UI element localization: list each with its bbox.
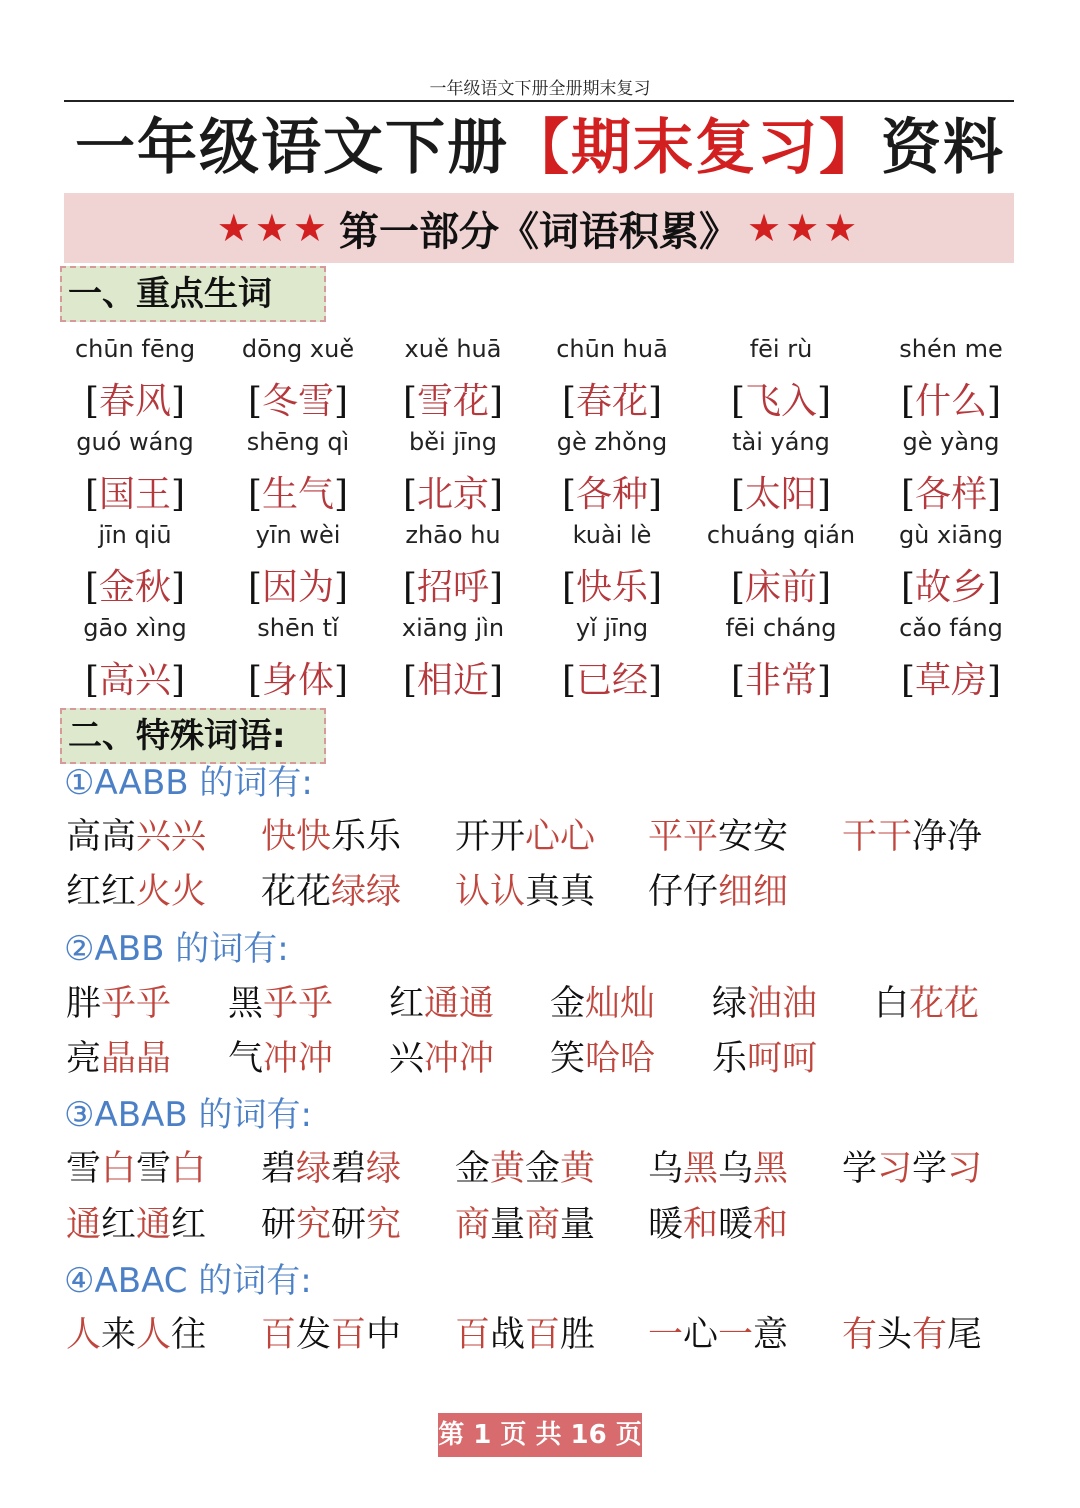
section-heading-key-words: 一、重点生词 xyxy=(60,266,326,322)
vocab-item xyxy=(527,520,697,614)
vocab-item xyxy=(866,427,1036,521)
word-segment: 往 xyxy=(171,1315,207,1355)
vocab-pinyin: chūn fēng xyxy=(74,335,196,363)
word-segment: 和 xyxy=(753,1205,789,1245)
word-segment: 认认 xyxy=(455,872,526,912)
word-item xyxy=(455,1146,595,1192)
word-item xyxy=(648,814,788,860)
word-segment: 学 xyxy=(912,1149,948,1189)
word-segment: 心 xyxy=(683,1315,719,1355)
word-segment: 快快 xyxy=(261,817,332,857)
word-segment: 碧 xyxy=(331,1149,367,1189)
word-item xyxy=(648,869,788,915)
word-item xyxy=(842,1146,982,1192)
word-item xyxy=(842,814,982,860)
vocab-hanzi: [故乡] xyxy=(900,567,1002,608)
vocab-item xyxy=(50,334,220,428)
vocab-word: 各样 xyxy=(914,474,987,515)
word-segment: 干干 xyxy=(842,817,913,857)
vocab-pinyin: chuáng qián xyxy=(706,521,856,549)
vocab-word: 相近 xyxy=(416,660,489,701)
word-item xyxy=(228,1036,333,1082)
vocab-hanzi: [招呼] xyxy=(402,567,504,608)
vocab-word: 草房 xyxy=(914,660,987,701)
part-banner xyxy=(64,193,1014,263)
vocab-hanzi: [因为] xyxy=(247,567,349,608)
word-item xyxy=(455,814,595,860)
word-segment: 乎乎 xyxy=(101,984,172,1024)
word-segment: 习 xyxy=(947,1149,983,1189)
word-item xyxy=(66,1312,206,1358)
word-segment: 一 xyxy=(718,1315,754,1355)
word-segment: 兴 xyxy=(389,1039,425,1079)
word-item xyxy=(712,981,817,1027)
word-segment: 碧 xyxy=(261,1149,297,1189)
vocab-pinyin: gè yàng xyxy=(902,428,1000,456)
vocab-hanzi: [高兴] xyxy=(84,660,186,701)
word-item xyxy=(261,869,401,915)
word-segment: 绿 xyxy=(712,984,748,1024)
vocab-word: 雪花 xyxy=(416,381,489,422)
vocab-word: 金秋 xyxy=(98,567,171,608)
word-item xyxy=(455,1312,595,1358)
vocab-item xyxy=(50,520,220,614)
word-item xyxy=(66,981,171,1027)
vocab-item xyxy=(368,520,538,614)
vocab-pinyin: gù xiāng xyxy=(898,521,1004,549)
vocab-item xyxy=(213,520,383,614)
vocab-hanzi: [身体] xyxy=(247,660,349,701)
vocab-word: 什么 xyxy=(914,381,987,422)
vocab-item xyxy=(866,613,1036,707)
word-item xyxy=(842,1312,982,1358)
vocab-item xyxy=(696,613,866,707)
part-label: 第一部分《词语积累》 xyxy=(339,208,739,255)
word-segment: 有 xyxy=(842,1315,878,1355)
word-segment: 究 xyxy=(366,1205,402,1245)
vocab-word: 冬雪 xyxy=(261,381,334,422)
word-segment: 量 xyxy=(490,1205,526,1245)
word-item xyxy=(648,1312,788,1358)
word-segment: 哈哈 xyxy=(585,1039,656,1079)
vocab-pinyin: shēn tǐ xyxy=(257,614,339,642)
word-segment: 火火 xyxy=(136,872,207,912)
vocab-pinyin: dōng xuě xyxy=(241,335,355,363)
vocab-hanzi: [春花] xyxy=(561,381,663,422)
vocab-pinyin: chūn huā xyxy=(556,335,668,363)
word-group-title: ②ABB 的词有: xyxy=(64,929,289,969)
word-segment: 晶晶 xyxy=(101,1039,172,1079)
vocab-item xyxy=(696,427,866,521)
stars-left: ★★★ xyxy=(216,206,331,250)
vocab-item xyxy=(696,520,866,614)
vocab-word: 已经 xyxy=(575,660,648,701)
word-segment: 胖 xyxy=(66,984,102,1024)
word-item xyxy=(455,869,595,915)
vocab-item xyxy=(50,613,220,707)
word-segment: 绿绿 xyxy=(331,872,402,912)
vocab-pinyin: jīn qiū xyxy=(98,521,172,549)
vocab-word: 高兴 xyxy=(98,660,171,701)
vocab-hanzi: [雪花] xyxy=(402,381,504,422)
vocab-pinyin: shēng qì xyxy=(246,428,350,456)
vocab-hanzi: [各种] xyxy=(561,474,663,515)
vocab-pinyin: cǎo fáng xyxy=(899,614,1003,642)
word-segment: 暖 xyxy=(648,1205,684,1245)
word-segment: 白 xyxy=(171,1149,207,1189)
word-segment: 百 xyxy=(331,1315,367,1355)
vocab-hanzi: [草房] xyxy=(900,660,1002,701)
vocab-item xyxy=(866,334,1036,428)
word-segment: 百 xyxy=(455,1315,491,1355)
word-segment: 冲冲 xyxy=(263,1039,334,1079)
document-title xyxy=(0,110,1080,186)
stars-right: ★★★ xyxy=(747,206,862,250)
word-item xyxy=(66,869,206,915)
vocab-word: 飞入 xyxy=(744,381,817,422)
vocab-item xyxy=(213,334,383,428)
vocab-hanzi: [春风] xyxy=(84,381,186,422)
word-segment: 究 xyxy=(296,1205,332,1245)
vocab-pinyin: gè zhǒng xyxy=(556,428,668,456)
vocab-pinyin: yǐ jīng xyxy=(575,614,649,642)
vocab-hanzi: [非常] xyxy=(730,660,832,701)
word-item xyxy=(66,1146,206,1192)
word-segment: 黑 xyxy=(228,984,264,1024)
vocab-item xyxy=(50,427,220,521)
word-segment: 雪 xyxy=(66,1149,102,1189)
word-segment: 仔仔 xyxy=(648,872,719,912)
vocab-item xyxy=(368,334,538,428)
vocab-hanzi: [北京] xyxy=(402,474,504,515)
word-segment: 黑 xyxy=(683,1149,719,1189)
vocab-pinyin: xuě huā xyxy=(404,335,502,363)
word-item xyxy=(712,1036,817,1082)
word-segment: 高高 xyxy=(66,817,137,857)
vocab-hanzi: [快乐] xyxy=(561,567,663,608)
word-segment: 安安 xyxy=(718,817,789,857)
word-segment: 乐 xyxy=(712,1039,748,1079)
word-segment: 红 xyxy=(171,1205,207,1245)
word-segment: 红 xyxy=(101,1205,137,1245)
word-item xyxy=(648,1146,788,1192)
vocab-word: 春风 xyxy=(98,381,171,422)
vocab-hanzi: [国王] xyxy=(84,474,186,515)
word-segment: 兴兴 xyxy=(136,817,207,857)
word-item xyxy=(66,1036,171,1082)
word-segment: 胜 xyxy=(560,1315,596,1355)
word-group-title: ④ABAC 的词有: xyxy=(64,1261,312,1301)
vocab-item xyxy=(696,334,866,428)
title-part-3: 资料 xyxy=(881,113,1005,183)
word-segment: 红 xyxy=(389,984,425,1024)
word-segment: 油油 xyxy=(747,984,818,1024)
vocab-item xyxy=(527,613,697,707)
word-segment: 乌 xyxy=(718,1149,754,1189)
vocab-word: 床前 xyxy=(744,567,817,608)
vocab-hanzi: [生气] xyxy=(247,474,349,515)
vocab-word: 故乡 xyxy=(914,567,987,608)
word-segment: 通 xyxy=(136,1205,172,1245)
vocab-pinyin: zhāo hu xyxy=(405,521,501,549)
word-group-title: ①AABB 的词有: xyxy=(64,763,313,803)
section-heading-special-words: 二、特殊词语: xyxy=(60,708,326,764)
word-segment: 气 xyxy=(228,1039,264,1079)
word-item xyxy=(389,981,494,1027)
word-segment: 黄 xyxy=(560,1149,596,1189)
vocab-word: 太阳 xyxy=(744,474,817,515)
vocab-pinyin: běi jīng xyxy=(408,428,498,456)
word-segment: 百 xyxy=(261,1315,297,1355)
vocab-word: 招呼 xyxy=(416,567,489,608)
vocab-word: 非常 xyxy=(744,660,817,701)
vocab-pinyin: shén me xyxy=(899,335,1003,363)
word-segment: 有 xyxy=(912,1315,948,1355)
word-item xyxy=(874,981,979,1027)
word-segment: 真真 xyxy=(525,872,596,912)
word-segment: 净净 xyxy=(912,817,983,857)
word-segment: 笑 xyxy=(550,1039,586,1079)
vocab-hanzi: [冬雪] xyxy=(247,381,349,422)
word-segment: 雪 xyxy=(136,1149,172,1189)
vocab-word: 北京 xyxy=(416,474,489,515)
word-segment: 中 xyxy=(366,1315,402,1355)
vocab-word: 因为 xyxy=(261,567,334,608)
word-segment: 通 xyxy=(66,1205,102,1245)
word-segment: 头 xyxy=(877,1315,913,1355)
vocab-hanzi: [已经] xyxy=(561,660,663,701)
word-segment: 暖 xyxy=(718,1205,754,1245)
word-segment: 研 xyxy=(331,1205,367,1245)
word-segment: 商 xyxy=(455,1205,491,1245)
vocab-hanzi: [各样] xyxy=(900,474,1002,515)
word-segment: 一 xyxy=(648,1315,684,1355)
word-segment: 灿灿 xyxy=(585,984,656,1024)
word-segment: 花花 xyxy=(909,984,980,1024)
word-segment: 通通 xyxy=(424,984,495,1024)
word-segment: 绿 xyxy=(366,1149,402,1189)
word-item xyxy=(66,1202,206,1248)
word-segment: 冲冲 xyxy=(424,1039,495,1079)
word-segment: 黄 xyxy=(490,1149,526,1189)
word-segment: 开开 xyxy=(455,817,526,857)
word-segment: 人 xyxy=(136,1315,172,1355)
vocab-pinyin: xiāng jìn xyxy=(401,614,505,642)
word-item xyxy=(261,1146,401,1192)
vocab-item xyxy=(527,427,697,521)
word-item xyxy=(389,1036,494,1082)
word-segment: 黑 xyxy=(753,1149,789,1189)
word-group-title: ③ABAB 的词有: xyxy=(64,1095,312,1135)
word-segment: 绿 xyxy=(296,1149,332,1189)
word-segment: 平平 xyxy=(648,817,719,857)
word-segment: 金 xyxy=(550,984,586,1024)
word-item xyxy=(648,1202,788,1248)
vocab-pinyin: guó wáng xyxy=(76,428,194,456)
word-segment: 习 xyxy=(877,1149,913,1189)
word-item xyxy=(228,981,333,1027)
vocab-pinyin: yīn wèi xyxy=(255,521,341,549)
vocab-pinyin: fēi rù xyxy=(749,335,813,363)
word-segment: 来 xyxy=(101,1315,137,1355)
word-item xyxy=(66,814,206,860)
header-rule xyxy=(64,100,1014,102)
title-part-2: 【期末复习】 xyxy=(509,113,881,183)
word-segment: 白 xyxy=(101,1149,137,1189)
vocab-word: 春花 xyxy=(575,381,648,422)
vocab-item xyxy=(213,613,383,707)
vocab-hanzi: [太阳] xyxy=(730,474,832,515)
vocab-pinyin: tài yáng xyxy=(732,428,830,456)
word-segment: 白 xyxy=(874,984,910,1024)
word-item xyxy=(550,1036,655,1082)
word-item xyxy=(550,981,655,1027)
vocab-hanzi: [床前] xyxy=(730,567,832,608)
vocab-item xyxy=(368,427,538,521)
word-segment: 意 xyxy=(753,1315,789,1355)
word-segment: 研 xyxy=(261,1205,297,1245)
page-number: 第 1 页 共 16 页 xyxy=(438,1413,642,1457)
vocab-item xyxy=(866,520,1036,614)
word-segment: 乐乐 xyxy=(331,817,402,857)
vocab-hanzi: [什么] xyxy=(900,381,1002,422)
vocab-item xyxy=(213,427,383,521)
vocab-word: 国王 xyxy=(98,474,171,515)
word-segment: 战 xyxy=(490,1315,526,1355)
vocab-word: 各种 xyxy=(575,474,648,515)
word-segment: 乌 xyxy=(648,1149,684,1189)
word-segment: 金 xyxy=(455,1149,491,1189)
word-segment: 百 xyxy=(525,1315,561,1355)
word-item xyxy=(261,814,401,860)
word-segment: 亮 xyxy=(66,1039,102,1079)
word-segment: 尾 xyxy=(947,1315,983,1355)
vocab-item xyxy=(368,613,538,707)
vocab-pinyin: gāo xìng xyxy=(83,614,187,642)
word-segment: 人 xyxy=(66,1315,102,1355)
word-segment: 学 xyxy=(842,1149,878,1189)
title-part-1: 一年级语文下册 xyxy=(75,113,509,183)
word-item xyxy=(455,1202,595,1248)
running-header: 一年级语文下册全册期末复习 xyxy=(429,79,651,99)
vocab-item xyxy=(527,334,697,428)
word-segment: 发 xyxy=(296,1315,332,1355)
word-item xyxy=(261,1312,401,1358)
vocab-word: 身体 xyxy=(261,660,334,701)
vocab-word: 快乐 xyxy=(575,567,648,608)
word-segment: 金 xyxy=(525,1149,561,1189)
word-segment: 红红 xyxy=(66,872,137,912)
vocab-word: 生气 xyxy=(261,474,334,515)
vocab-pinyin: fēi cháng xyxy=(725,614,837,642)
word-segment: 心心 xyxy=(525,817,596,857)
word-segment: 商 xyxy=(525,1205,561,1245)
vocab-hanzi: [飞入] xyxy=(730,381,832,422)
vocab-hanzi: [相近] xyxy=(402,660,504,701)
word-segment: 花花 xyxy=(261,872,332,912)
word-segment: 乎乎 xyxy=(263,984,334,1024)
word-segment: 和 xyxy=(683,1205,719,1245)
vocab-pinyin: kuài lè xyxy=(572,521,652,549)
word-item xyxy=(261,1202,401,1248)
word-segment: 呵呵 xyxy=(747,1039,818,1079)
word-segment: 量 xyxy=(560,1205,596,1245)
vocab-hanzi: [金秋] xyxy=(84,567,186,608)
word-segment: 细细 xyxy=(718,872,789,912)
